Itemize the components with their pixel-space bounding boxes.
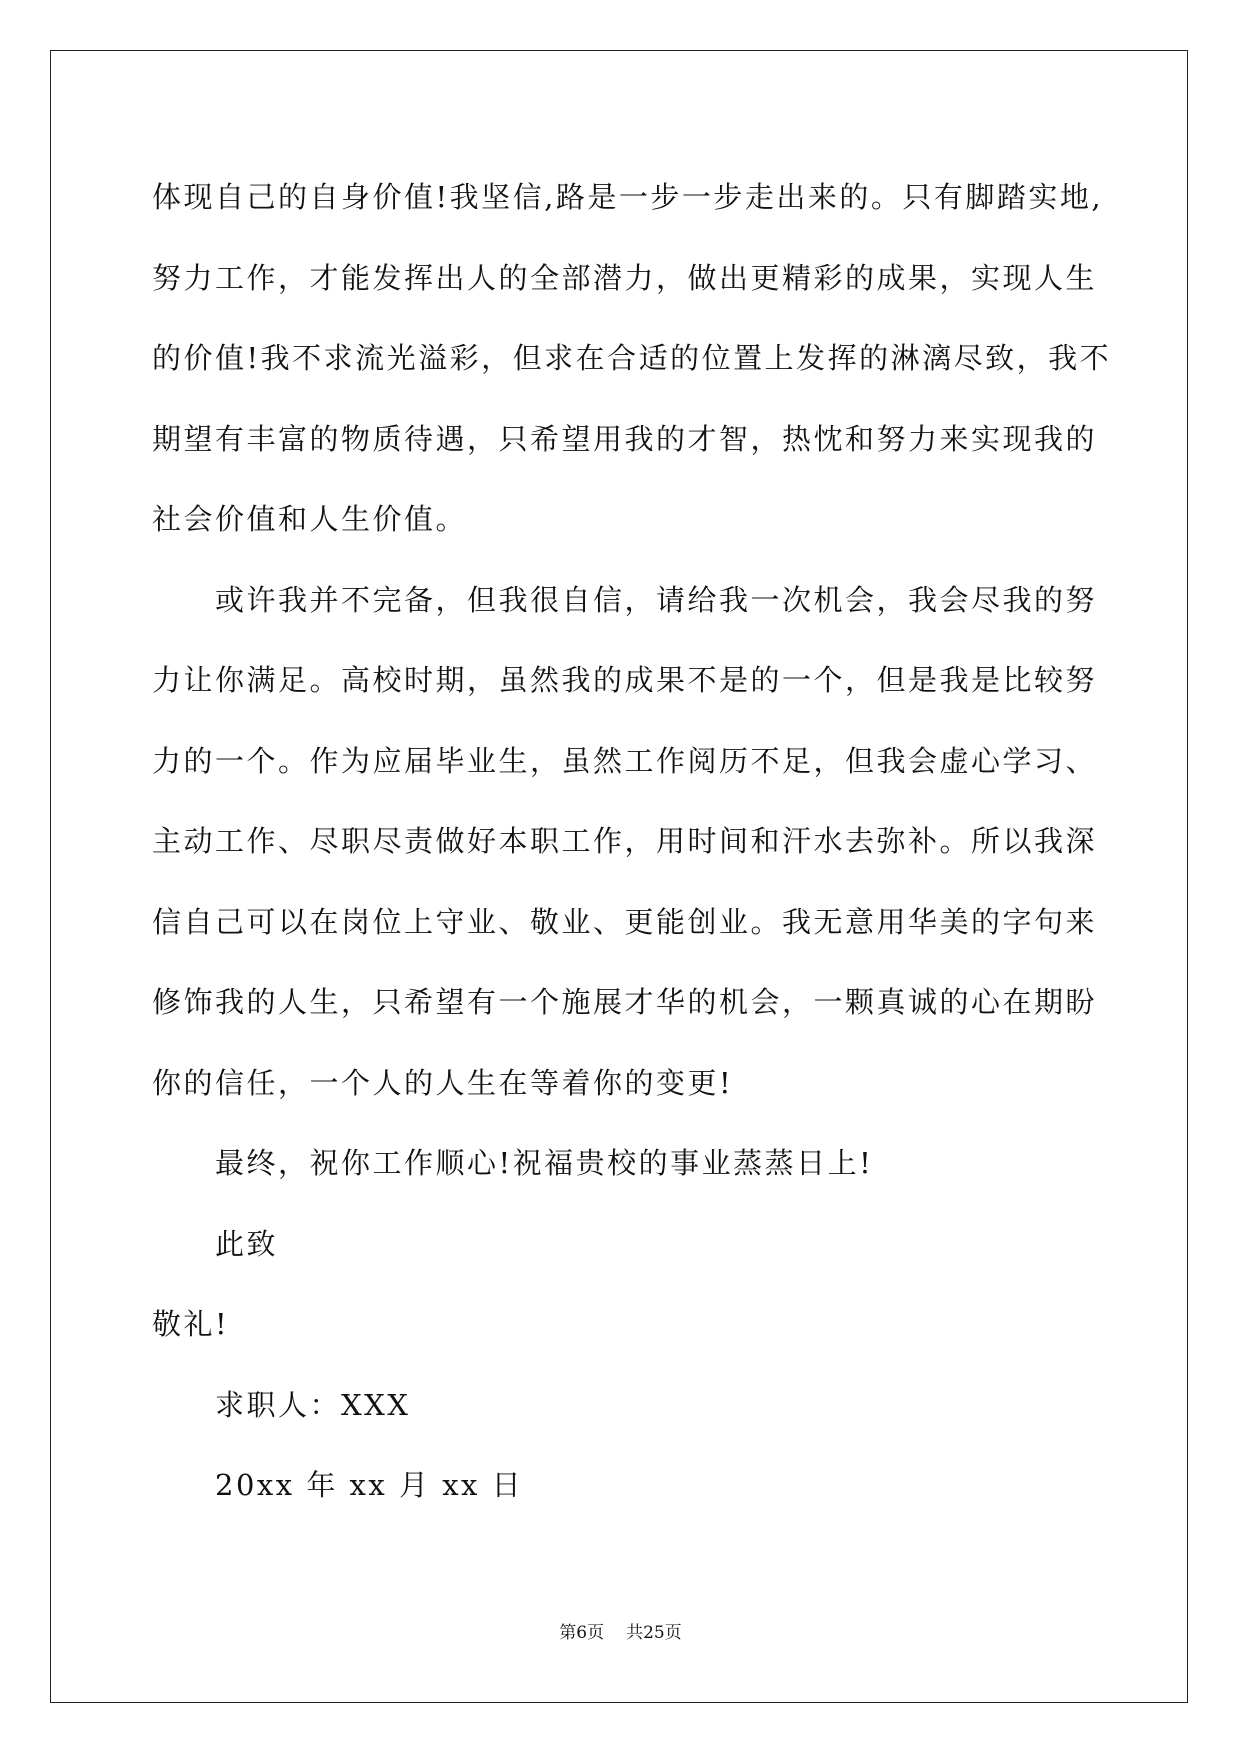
text-line: 信自己可以在岗位上守业、敬业、更能创业。我无意用华美的字句来 xyxy=(152,904,1098,939)
text-line: 体现自己的自身价值!我坚信,路是一步一步走出来的。只有脚踏实地, xyxy=(152,180,1104,214)
document-body xyxy=(152,157,1112,1526)
text-line: 修饰我的人生，只希望有一个施展才华的机会，一颗真诚的心在期盼 xyxy=(152,985,1098,1019)
salutation-cizhi: 此致 xyxy=(215,1226,279,1261)
text-line: 力的一个。作为应届毕业生，虽然工作阅历不足，但我会虚心学习、 xyxy=(152,743,1098,778)
text-line: 或许我并不完备，但我很自信，请给我一次机会，我会尽我的努 xyxy=(215,582,1098,617)
applicant-signature: 求职人：XXX xyxy=(215,1387,411,1422)
text-line: 努力工作，才能发挥出人的全部潜力，做出更精彩的成果，实现人生 xyxy=(152,260,1098,295)
page-footer xyxy=(0,1618,1241,1643)
closing-wish: 最终，祝你工作顺心!祝福贵校的事业蒸蒸日上! xyxy=(215,1146,874,1180)
page-total: 共25页 xyxy=(626,1623,682,1643)
text-line: 期望有丰富的物质待遇，只希望用我的才智，热忱和努力来实现我的 xyxy=(152,421,1098,456)
page-number: 第6页 xyxy=(559,1623,605,1643)
text-line: 力让你满足。高校时期，虽然我的成果不是的一个，但是我是比较努 xyxy=(152,663,1098,697)
text-line: 主动工作、尽职尽责做好本职工作，用时间和汗水去弥补。所以我深 xyxy=(152,824,1098,858)
text-line: 的价值!我不求流光溢彩，但求在合适的位置上发挥的淋漓尽致，我不 xyxy=(152,341,1112,375)
text-line: 你的信任，一个人的人生在等着你的变更! xyxy=(152,1065,734,1100)
letter-date: 20xx 年 xx 月 xx 日 xyxy=(215,1468,524,1502)
text-line: 社会价值和人生价值。 xyxy=(152,502,468,536)
salutation-jingli: 敬礼! xyxy=(152,1307,230,1341)
